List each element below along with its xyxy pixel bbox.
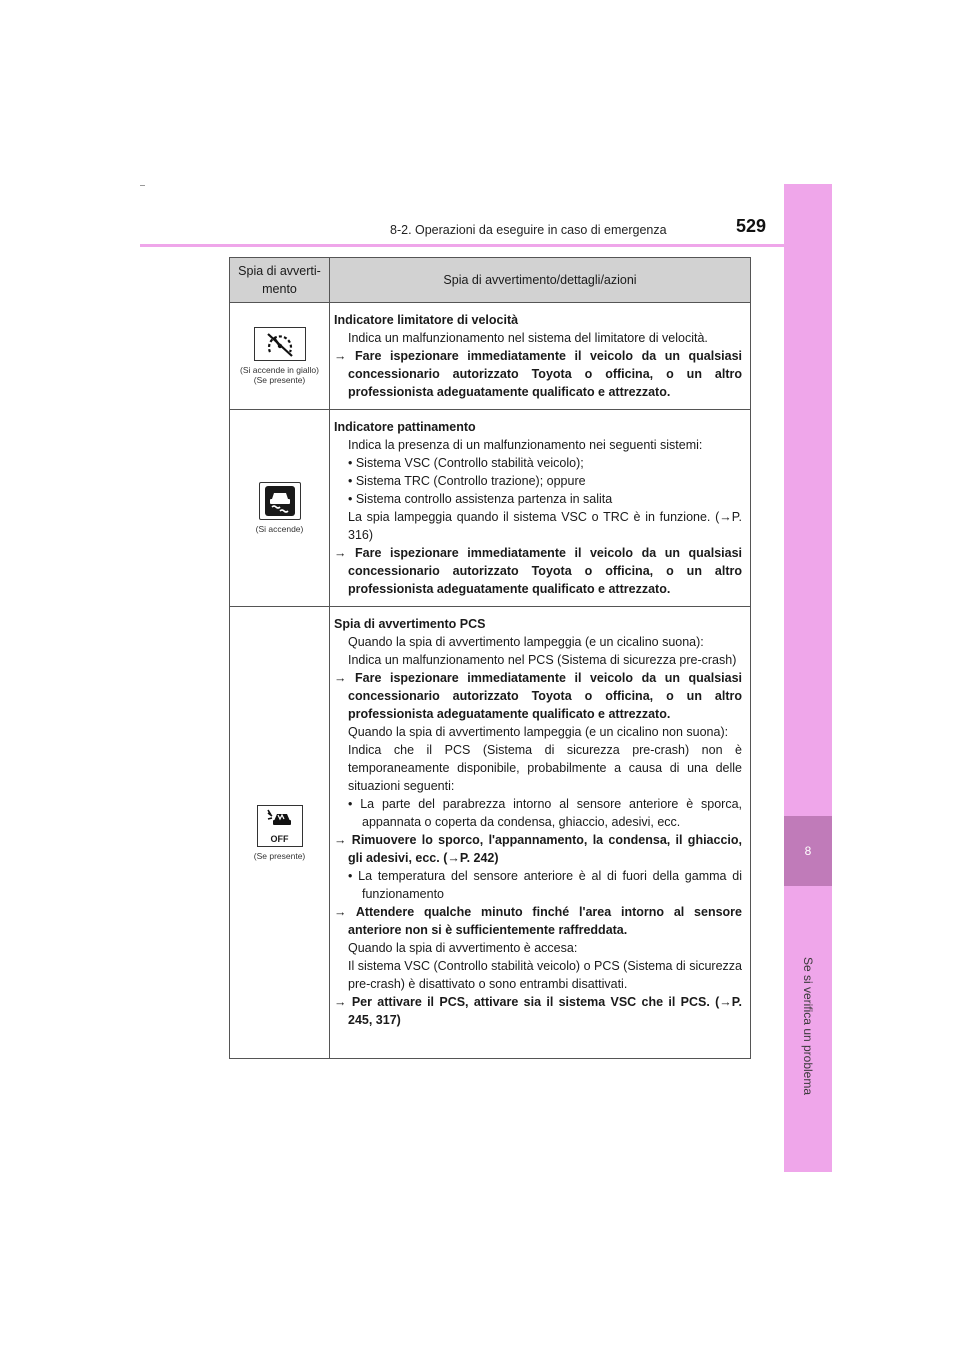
bullet-item: • Sistema TRC (Controllo trazione); oppure: [348, 474, 586, 488]
action-line: → Fare ispezionare immediatamente il veicolo da un qualsiasi concessionario autorizzato Toyota o officina, o un altro professionista adeguatamente qualificato e attrezzato.: [334, 671, 742, 721]
chapter-title-tab: [784, 886, 832, 1166]
action-line: → Fare ispezionare immediatamente il veicolo da un qualsiasi concessionario autorizzato Toyota o officina, o un altro professionista adeguatamente qualificato e attrezzato.: [334, 349, 742, 399]
table-header-row: [230, 258, 751, 303]
warning-light-cell: [230, 607, 330, 1059]
table-row: [230, 303, 751, 410]
warning-title: Indicatore pattinamento: [334, 420, 476, 434]
chapter-number-tab[interactable]: 8: [784, 816, 832, 886]
description-line: Quando la spia di avvertimento lampeggia (e un cicalino suona):: [348, 635, 704, 649]
description-line: La spia lampeggia quando il sistema VSC o TRC è in funzione. (→P. 316): [348, 510, 742, 542]
action-line: → Per attivare il PCS, attivare sia il sistema VSC che il PCS. (→P. 245, 317): [334, 995, 742, 1027]
icon-caption: (Se presente): [253, 375, 306, 385]
header-mark: [140, 185, 145, 186]
warning-details-cell: [330, 410, 751, 607]
col-header-details: Spia di avvertimento/dettagli/azioni: [330, 258, 751, 303]
description-line: Quando la spia di avvertimento lampeggia (e un cicalino non suona):: [348, 725, 729, 739]
page-number: 529: [736, 216, 767, 236]
section-title: 8-2. Operazioni da eseguire in caso di emergenza: [390, 223, 667, 237]
warning-title: Indicatore limitatore di velocità: [334, 313, 519, 327]
action-line: → Rimuovere lo sporco, l'appannamento, la condensa, il ghiaccio, gli adesivi, ecc. (→P. 242): [334, 833, 742, 865]
pcs-off-icon: [257, 805, 303, 847]
action-line: → Fare ispezionare immediatamente il veicolo da un qualsiasi concessionario autorizzato Toyota o officina, o un altro professionista adeguatamente qualificato e attrezzato.: [334, 546, 742, 596]
description-line: Quando la spia di avvertimento è accesa:: [348, 941, 578, 955]
chapter-sidebar: [784, 184, 832, 1172]
warning-light-cell: [230, 303, 330, 410]
header-divider: [140, 244, 832, 247]
col-header-light: Spia di avverti- mento: [230, 258, 330, 303]
action-line: → Attendere qualche minuto finché l'area intorno al sensore anteriore non si è sufficientemente raffreddata.: [334, 905, 742, 937]
icon-caption: (Si accende in giallo): [240, 365, 319, 375]
speed-limiter-icon: [254, 327, 306, 361]
warning-light-cell: [230, 410, 330, 607]
bullet-item: • La temperatura del sensore anteriore è al di fuori della gamma di funzionamento: [348, 869, 742, 901]
warning-title: Spia di avvertimento PCS: [334, 617, 486, 631]
description-line: Indica la presenza di un malfunzionamento nei seguenti sistemi:: [348, 438, 703, 452]
slip-indicator-icon: [259, 482, 301, 520]
icon-caption: (Se presente): [253, 850, 306, 861]
description-line: Indica un malfunzionamento nel PCS (Sistema di sicurezza pre-crash): [348, 653, 737, 667]
table-row: [230, 607, 751, 1059]
description-line: Il sistema VSC (Controllo stabilità veicolo) o PCS (Sistema di sicurezza pre-crash) è disattivato o sono entrambi disattivati.: [348, 959, 742, 991]
icon-caption: (Si accende): [255, 524, 304, 534]
description-line: Indica un malfunzionamento nel sistema del limitatore di velocità.: [348, 331, 708, 345]
bullet-item: • Sistema VSC (Controllo stabilità veicolo);: [348, 456, 584, 470]
warning-details-cell: [330, 303, 751, 410]
table-row: [230, 410, 751, 607]
bullet-item: • Sistema controllo assistenza partenza in salita: [348, 492, 613, 506]
bullet-item: • La parte del parabrezza intorno al sensore anteriore è sporca, appannata o coperta da condensa, ghiaccio, adesivi, ecc.: [348, 797, 742, 829]
off-label: OFF: [270, 834, 289, 844]
warning-details-cell: [330, 607, 751, 1059]
chapter-title: Se si verifica un problema: [801, 956, 816, 1096]
warning-lights-table: [229, 257, 751, 1059]
description-line: Indica che il PCS (Sistema di sicurezza pre-crash) non è temporaneamente disponibile, probabilmente a causa di una delle situazioni seguenti:: [348, 743, 742, 793]
